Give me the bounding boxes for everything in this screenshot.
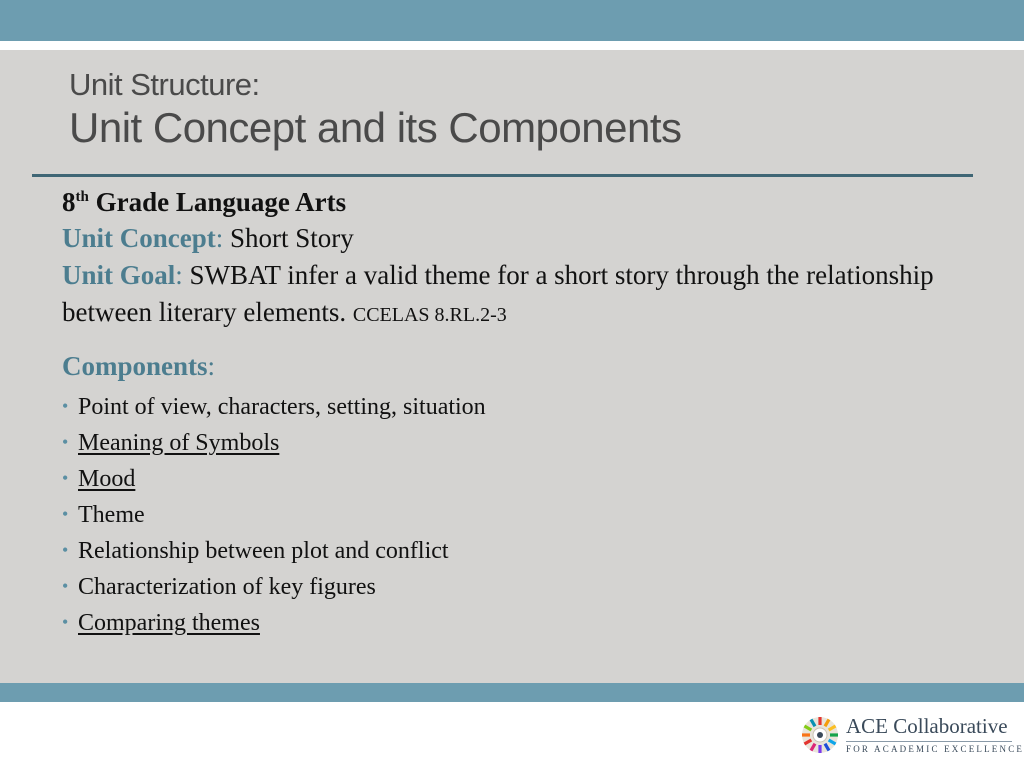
component-text: Characterization of key figures: [78, 574, 376, 600]
component-link-mood[interactable]: Mood: [78, 466, 136, 492]
component-item: [62, 460, 962, 496]
component-item: [62, 604, 962, 640]
title-line-2: Unit Concept and its Components: [69, 104, 682, 151]
logo-name: ACE Collaborative: [846, 714, 1008, 738]
component-link-comparing-themes[interactable]: Comparing themes: [78, 610, 260, 636]
component-item: [62, 568, 962, 604]
logo-tagline: FOR ACADEMIC EXCELLENCE: [846, 744, 1024, 754]
slide-body-text: [62, 184, 962, 640]
ace-sunburst-icon: [800, 715, 840, 755]
unit-concept-label: Unit Concept: [62, 223, 216, 253]
component-item: [62, 496, 962, 532]
components-heading: [62, 348, 962, 384]
slide-title: [69, 66, 682, 152]
unit-concept-colon: :: [215, 223, 224, 253]
grade-number: 8: [62, 187, 76, 217]
unit-goal-label: Unit Goal: [62, 260, 176, 290]
top-divider-strip: [0, 41, 1024, 50]
component-link-meaning-of-symbols[interactable]: Meaning of Symbols: [78, 430, 280, 456]
unit-concept-line: [62, 220, 962, 257]
component-text: Point of view, characters, setting, situation: [78, 394, 486, 420]
bullet-icon: •: [62, 504, 69, 524]
logo-divider: [846, 741, 1012, 742]
bullet-icon: •: [62, 540, 69, 560]
bottom-accent-band: [0, 683, 1024, 702]
bullet-icon: •: [62, 468, 69, 488]
bullet-icon: •: [62, 396, 69, 416]
bullet-icon: •: [62, 576, 69, 596]
ace-collaborative-logo: [800, 714, 1024, 758]
component-text: Relationship between plot and conflict: [78, 538, 449, 564]
unit-goal-text: SWBAT infer a valid theme for a short story through the relationship between literary elements.: [62, 260, 934, 327]
component-text: Theme: [78, 502, 145, 528]
components-list: [62, 388, 962, 640]
components-label: Components: [62, 351, 208, 381]
unit-goal-standard: CCELAS 8.RL.2-3: [352, 304, 507, 326]
unit-goal-line: [62, 257, 962, 334]
title-underline-rule: [32, 174, 973, 177]
unit-concept-value: Short Story: [223, 223, 354, 253]
component-item: [62, 532, 962, 568]
components-colon: :: [207, 351, 216, 381]
bullet-icon: •: [62, 612, 69, 632]
title-line-1: Unit Structure:: [69, 67, 260, 102]
bullet-icon: •: [62, 432, 69, 452]
grade-suffix: th: [75, 189, 89, 205]
grade-heading: [62, 184, 962, 220]
component-item: [62, 388, 962, 424]
top-accent-band: [0, 0, 1024, 41]
unit-goal-colon: :: [175, 260, 183, 290]
grade-subject: Grade Language Arts: [88, 187, 347, 217]
component-item: [62, 424, 962, 460]
